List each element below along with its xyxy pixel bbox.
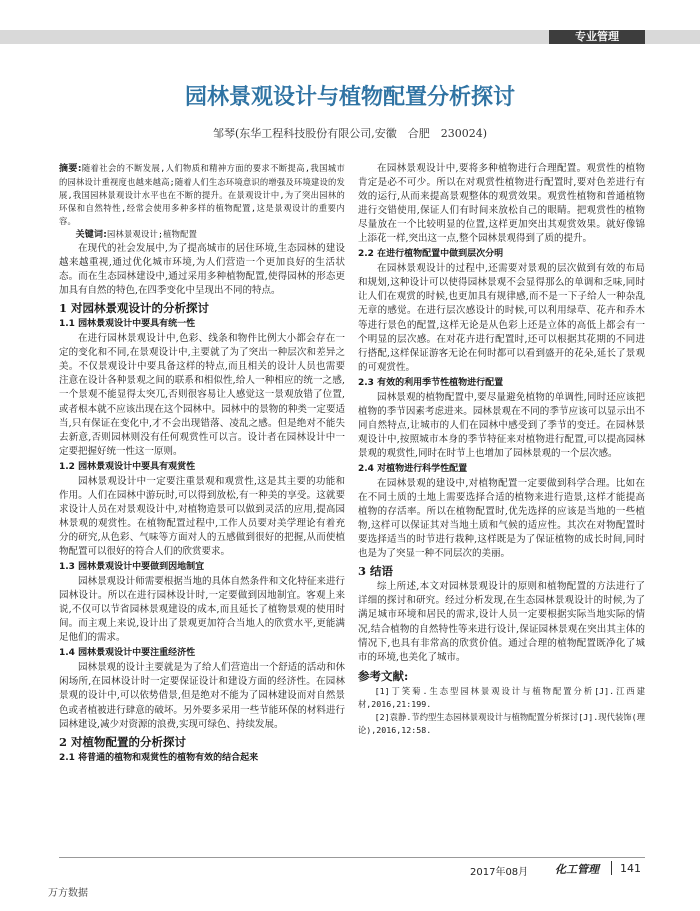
section-2-2-heading: 2.2 在进行植物配置中做到层次分明 [358, 249, 504, 260]
page-number: 141 [620, 862, 641, 875]
right-column [358, 162, 645, 737]
section-2-4-heading: 2.4 对植物进行科学性配置 [358, 463, 468, 474]
paragraph-2-3: 园林景观的植物配置中,要尽量避免植物的单调性,同时还应该把植物的季节因素考虑进来。园林景观在不同的季节应该可以显示出不同自然特点,让城市的人们在园林中感受到了季节的变迁。在园林景观设计中,按照城市本身的季节特征来对植物进行配置,可以提高园林景观的观赏性,同时在时节上也增加了园林景观的一个层次感。 [358, 391, 645, 459]
abstract-label: 摘要: [59, 164, 82, 174]
magazine-logo: 化工管理 [555, 863, 599, 876]
section-label: 专业管理 [549, 30, 645, 44]
section-1-3-heading: 1.3 园林景观设计中要做到因地制宜 [59, 562, 205, 573]
paragraph-2-2: 在园林景观设计的过程中,还需要对景观的层次做到有效的布局和规划,这种设计可以使得园林景观不会显得那么的单调和乏味,同时让人们在观赏的时候,也更加具有规律感,而不是一下子给人一种杂乱无章的感觉。在进行层次感设计的时候,可以利用绿草、花卉和乔木等进行景色的配置,这样无论是从色彩上还是立体的高低上都会有一个明显的层次感。在对花卉进行配置时,还可以根据其花期的不同进行搭配,这样保证游客无论在何时都可以看到盛开的花朵,延长了景观的可观赏性。 [358, 263, 645, 373]
paragraph-1-2: 园林景观设计中一定要注重景观和观赏性,这是其主要的功能和作用。人们在园林中游玩时,可以得到放松,有一种美的享受。这就要求设计人员在对景观设计中,对植物造景可以做到灵活的应用,提高园林景观的观赏性。在植物配置过程中,工作人员要对美学理论有着充分的研究,从色彩、气味等方面对人的五感做到很好的把握,从而使植物配置可以很好的符合人们的欣赏要求。 [59, 475, 345, 557]
section-3-heading: 3 结语 [358, 564, 394, 579]
reference-item: [2]袁静.节约型生态园林景观设计与植物配置分析探讨[J].现代装饰(理论),2016,12:58. [358, 711, 645, 735]
section-1-heading: 1 对园林景观设计的分析探讨 [59, 301, 210, 316]
section-1-4-heading: 1.4 园林景观设计中要注重经济性 [59, 648, 196, 659]
keywords-label: 关键词: [75, 230, 107, 240]
intro-paragraph: 在现代的社会发展中,为了提高城市的居住环境,生态园林的建设越来越重视,通过优化城市环境,为人们营造一个更加良好的生活状态。而在生态园林建设中,通过采用多种植物配置,使得园林的形态更加具有自然的特色,在四季变化中呈现出不同的特点。 [59, 243, 345, 297]
author-line: 邹琴(东华工程科技股份有限公司,安徽 合肥 230024) [212, 127, 488, 140]
section-1-1-heading: 1.1 园林景观设计中要具有统一性 [59, 319, 196, 330]
section-2-3-heading: 2.3 有效的利用季节性植物进行配置 [358, 377, 504, 388]
section-2-heading: 2 对植物配置的分析探讨 [59, 734, 187, 749]
paragraph-2-1: 在园林景观设计中,要将多种植物进行合理配置。观赏性的植物肯定是必不可少。所以在对观赏性植物进行配置时,要对色差进行有效的运行,从而来提高景观整体的观赏效果。观赏性植物和普通植物进行交错使用,保证人们有时间来放松自己的眼睛。把观赏性的植物尽量放在一个比较明显的位置,这样更加突出其观赏效果。就好像锦上添花一样,突出这一点,整个园林景观得到了质的提升。 [358, 163, 645, 245]
issue-date: 2017年08月 [470, 867, 529, 878]
section-2-1-heading: 2.1 将普通的植物和观赏性的植物有效的结合起来 [59, 752, 259, 763]
keywords [59, 228, 345, 242]
keywords-text: 园林景观设计;植物配置 [107, 229, 198, 239]
reference-item: [1]丁笑菊.生态型园林景观设计与植物配置分析[J].江西建材,2016,21:199. [358, 685, 645, 709]
section-1-2-heading: 1.2 园林景观设计中要具有观赏性 [59, 461, 196, 472]
paragraph-1-3: 园林景观设计师需要根据当地的具体自然条件和文化特征来进行园林设计。所以在进行园林设计时,一定要做到因地制宜。客观上来说,不仅可以节省园林景观建设的成本,而且延长了植物景观的使用时间。而主观上来说,设计出了景观更加符合当地人的欣赏水平,更能满足他们的需求。 [59, 576, 345, 644]
abstract-text: 随着社会的不断发展,人们物质和精神方面的要求不断提高,我国城市的园林设计重视度也越来越高;随着人们生态环境意识的增强及环境建设的发展,我国园林景观设计水平也在不断的提升。在景观设计中,为了突出园林的环保和自然特性,经常会使用多种多样的植物配置,这是景观设计的重要内容。 [59, 163, 345, 226]
references-heading: 参考文献: [358, 668, 409, 683]
footer-separator [611, 861, 612, 875]
paragraph-1-1: 在进行园林景观设计中,色彩、线条和物件比例大小都会存在一定的变化和不同,在景观设计中,主要就了为了突出一种层次和差异之美。不仅景观设计中要具备这样的特点,而且相关的设计人员也需要注意在设计各种景观之间的联系和相似性,给人一种相应的统一之感,一个景观不能显得太突兀,否则很容易让人感觉这一景观放错了位置,或者根本就不应该出现在这个园林中。园林中的景物的种类一定要适当,只有保证在变化中,才不会出现错落、凌乱之感。但是绝对不能失去新意,否则园林则没有任何观赏性可以言。设计者在园林设计中一定要把握好统一性这一原则。 [59, 333, 345, 457]
abstract [59, 162, 345, 228]
article-title: 园林景观设计与植物配置分析探讨 [184, 85, 515, 110]
paragraph-1-4: 园林景观的设计主要就是为了给人们营造出一个舒适的活动和休闲场所,在园林设计时一定要保证设计和建设方面的经济性。在园林景观的设计中,可以依势借景,但是绝对不能为了园林建设而对自然景色或者植被进行肆意的破坏。另外要多采用一些节能环保的材料进行园林建设,减少对资源的浪费,实现可绿色、持续发展。 [59, 662, 345, 730]
footer-rule [59, 857, 645, 858]
paragraph-3: 综上所述,本文对园林景观设计的原则和植物配置的方法进行了详细的探讨和研究。经过分析发现,在生态园林景观设计的时候,为了满足城市环境和居民的需求,设计人员一定要根据实际当地实际的情况,结合植物的自然特性等来进行设计,保证园林景观在突出其主体的情况下,也具有非常高的欣赏价值。通过合理的植物配置既净化了城市的环境,也美化了城市。 [358, 581, 645, 663]
database-watermark: 万方数据 [48, 888, 88, 899]
paragraph-2-4: 在园林景观的建设中,对植物配置一定要做到科学合理。比如在在不同土质的土地上需要选择合适的植物来进行造景,这样才能提高植物的存活率。所以在植物配置时,优先选择的应该是当地的一些植物,这样可以保证其对当地土质和气候的适应性。其次在对物配置时要选择适当的时节进行栽种,这样既是为了保证植物的成长时间,同时也是为了突显一种不同层次的美丽。 [358, 478, 645, 560]
left-column [59, 162, 345, 766]
